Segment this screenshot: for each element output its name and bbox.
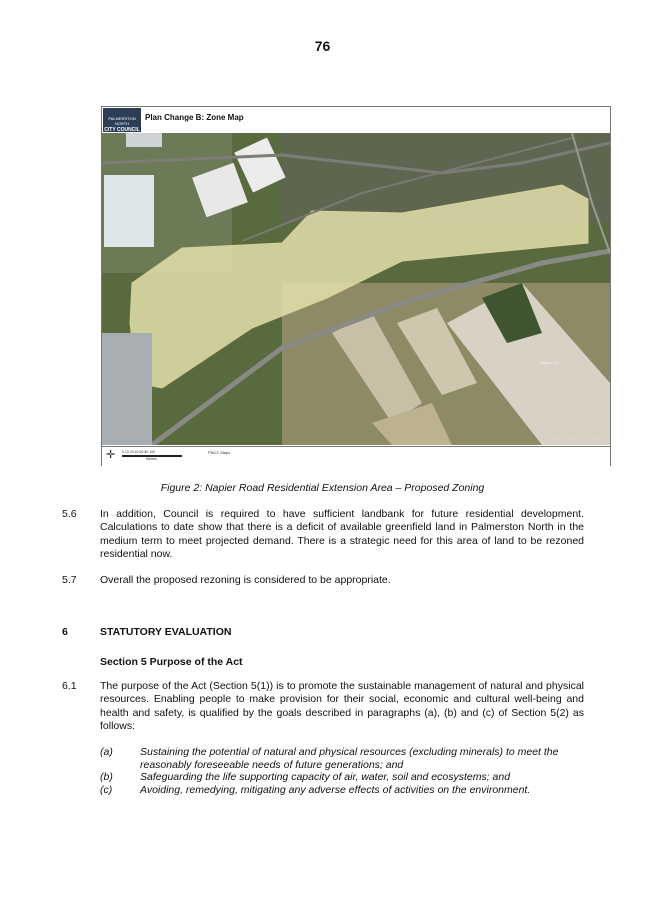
map-footer [102,446,610,466]
north-arrow-icon: ✛ [106,449,116,461]
list-label: (c) [100,784,113,796]
logo-line2: CITY COUNCIL [104,126,140,132]
subheading: Section 5 Purpose of the Act [100,656,243,668]
map-header [102,107,610,133]
section-number: 6 [62,626,68,638]
map-credit: Palmerston North City Council [546,437,600,442]
small-building [126,133,162,147]
list-text: Safeguarding the life supporting capacity of air, water, soil and ecosystems; and [140,771,511,783]
warehouse-building [104,175,154,247]
paragraph-text: In addition, Council is required to have sufficient landbank for future residential development. Calculations to date show that there is a deficit of available greenfield land in Palmerston North in the medium term to meet projected demand. There is a strategic need for this area of land to be rezoned residential now. [100,508,584,561]
paragraph-text: The purpose of the Act (Section 5(1)) is to promote the sustainable management of natural and physical resources. Enabling people to make provision for their social, economic and cultural well-being and health and safety, is qualified by the goals described in paragraphs (a), (b) and (c) of Section 5(2) as follows: [100,680,584,733]
page-number: 76 [314,38,331,54]
figure-caption: Figure 2: Napier Road Residential Extension Area – Proposed Zoning [160,482,485,494]
scale-bar [122,450,182,461]
scale-ticks: 0 10 20 40 60 80 100 [122,450,156,454]
industrial-buildings [102,333,152,445]
road-label: Napier Rd [540,360,559,365]
scale-unit: Metres [146,457,157,461]
section-heading: STATUTORY EVALUATION [100,626,232,638]
aerial-map-image [102,133,610,445]
paragraph-text: Overall the proposed rezoning is considered to be appropriate. [100,574,391,586]
list-label: (b) [100,771,113,783]
council-logo [103,108,141,132]
list-text: Avoiding, remedying, mitigating any adverse effects of activities on the environment. [140,784,531,796]
logo-line1: PALMERSTON NORTH [108,116,136,126]
footer-note: PNCC Maps [208,450,231,455]
zone-map-figure [101,106,611,466]
map-title: Plan Change B: Zone Map [145,113,244,122]
paragraph-number: 5.6 [62,508,77,520]
paragraph-number: 5.7 [62,574,77,586]
list-text: Sustaining the potential of natural and physical resources (excluding minerals) to meet the reasonably foreseeable needs of future generations; and [140,746,559,772]
paragraph-number: 6.1 [62,680,77,692]
list-label: (a) [100,746,113,758]
